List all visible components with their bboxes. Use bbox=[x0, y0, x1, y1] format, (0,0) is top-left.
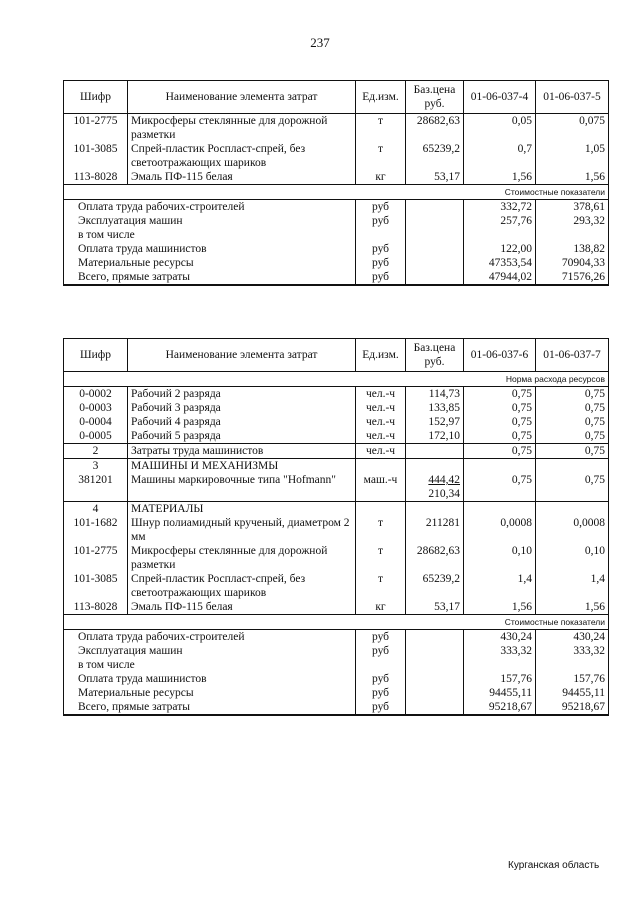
summary-value: 333,32 bbox=[464, 644, 536, 658]
summary-unit: руб bbox=[356, 630, 406, 645]
summary-value: 95218,67 bbox=[536, 700, 609, 715]
summary-unit: руб bbox=[356, 700, 406, 715]
summary-value: 138,82 bbox=[536, 242, 609, 256]
summary-label: Эксплуатация машин bbox=[64, 644, 356, 658]
section-row bbox=[64, 459, 609, 474]
subheader-label: Норма расхода ресурсов bbox=[64, 372, 609, 387]
unit-cell: кг bbox=[356, 600, 406, 615]
name-cell: Микросферы стеклянные для дорожной разметки bbox=[128, 544, 356, 572]
value-cell: 1,56 bbox=[536, 600, 609, 615]
summary-label: Оплата труда машинистов bbox=[64, 672, 356, 686]
unit-cell bbox=[356, 459, 406, 474]
unit-cell: т bbox=[356, 142, 406, 170]
code-cell: 113-8028 bbox=[64, 600, 128, 615]
name-cell: Шнур полиамидный крученый, диаметром 2 мм bbox=[128, 516, 356, 544]
header-code: Шифр bbox=[64, 339, 128, 372]
value-cell: 0,10 bbox=[464, 544, 536, 572]
value-cell: 0,75 bbox=[464, 444, 536, 459]
table-row bbox=[64, 429, 609, 444]
summary-unit: руб bbox=[356, 672, 406, 686]
page-number: 237 bbox=[310, 35, 330, 50]
summary-row bbox=[64, 672, 609, 686]
summary-value: 378,61 bbox=[536, 200, 609, 215]
subheader-label: Стоимостные показатели bbox=[64, 185, 609, 200]
table-row bbox=[64, 544, 609, 572]
summary-label: в том числе bbox=[64, 228, 356, 242]
value-cell: 0,0008 bbox=[536, 516, 609, 544]
summary-empty bbox=[406, 672, 464, 686]
header-col-b: 01-06-037-5 bbox=[536, 81, 609, 114]
name-cell: Машины маркировочные типа "Hofmann" bbox=[128, 473, 356, 502]
summary-row bbox=[64, 700, 609, 715]
summary-value bbox=[536, 228, 609, 242]
price-cell bbox=[406, 473, 464, 502]
summary-row bbox=[64, 242, 609, 256]
summary-value: 293,32 bbox=[536, 214, 609, 228]
code-cell: 101-1682 bbox=[64, 516, 128, 544]
summary-value: 157,76 bbox=[536, 672, 609, 686]
unit-cell: чел.-ч bbox=[356, 387, 406, 402]
subheader-row bbox=[64, 615, 609, 630]
table-row bbox=[64, 415, 609, 429]
summary-value: 332,72 bbox=[464, 200, 536, 215]
summary-value: 333,32 bbox=[536, 644, 609, 658]
name-cell: Спрей-пластик Роспласт-спрей, без светоотражающих шариков bbox=[128, 572, 356, 600]
header-col-a: 01-06-037-6 bbox=[464, 339, 536, 372]
summary-unit: руб bbox=[356, 200, 406, 215]
section-name: Затраты труда машинистов bbox=[128, 444, 356, 459]
value-cell: 1,4 bbox=[464, 572, 536, 600]
value-cell bbox=[536, 459, 609, 474]
header-unit: Ед.изм. bbox=[356, 81, 406, 114]
summary-value: 122,00 bbox=[464, 242, 536, 256]
code-cell: 101-2775 bbox=[64, 544, 128, 572]
value-cell: 0,75 bbox=[536, 473, 609, 502]
code-cell: 0-0002 bbox=[64, 387, 128, 402]
table-row bbox=[64, 572, 609, 600]
code-cell: 113-8028 bbox=[64, 170, 128, 185]
code-cell: 0-0004 bbox=[64, 415, 128, 429]
summary-label: Всего, прямые затраты bbox=[64, 700, 356, 715]
unit-cell: чел.-ч bbox=[356, 444, 406, 459]
header-code: Шифр bbox=[64, 81, 128, 114]
summary-value: 47944,02 bbox=[464, 270, 536, 285]
machine-price: 444,42 bbox=[428, 474, 460, 486]
subheader-row bbox=[64, 372, 609, 387]
value-cell: 1,56 bbox=[464, 600, 536, 615]
value-cell: 0,75 bbox=[464, 401, 536, 415]
name-cell: Рабочий 2 разряда bbox=[128, 387, 356, 402]
summary-empty bbox=[406, 228, 464, 242]
subheader-label: Стоимостные показатели bbox=[64, 615, 609, 630]
summary-label: Материальные ресурсы bbox=[64, 256, 356, 270]
summary-empty bbox=[406, 256, 464, 270]
price-cell: 172,10 bbox=[406, 429, 464, 444]
unit-cell: т bbox=[356, 114, 406, 143]
summary-unit bbox=[356, 658, 406, 672]
unit-cell bbox=[356, 502, 406, 517]
section-code: 4 bbox=[64, 502, 128, 517]
summary-value: 94455,11 bbox=[536, 686, 609, 700]
summary-label: Оплата труда машинистов bbox=[64, 242, 356, 256]
name-cell: Микросферы стеклянные для дорожной разметки bbox=[128, 114, 356, 143]
price-cell: 152,97 bbox=[406, 415, 464, 429]
name-cell: Рабочий 5 разряда bbox=[128, 429, 356, 444]
summary-value: 95218,67 bbox=[464, 700, 536, 715]
summary-empty bbox=[406, 200, 464, 215]
summary-empty bbox=[406, 700, 464, 715]
summary-row bbox=[64, 658, 609, 672]
price-cell bbox=[406, 459, 464, 474]
summary-value: 157,76 bbox=[464, 672, 536, 686]
summary-row bbox=[64, 630, 609, 645]
header-name: Наименование элемента затрат bbox=[128, 81, 356, 114]
summary-value bbox=[464, 658, 536, 672]
unit-cell: чел.-ч bbox=[356, 401, 406, 415]
summary-label: Оплата труда рабочих-строителей bbox=[64, 200, 356, 215]
summary-label: Оплата труда рабочих-строителей bbox=[64, 630, 356, 645]
summary-row bbox=[64, 256, 609, 270]
name-cell: Рабочий 4 разряда bbox=[128, 415, 356, 429]
summary-row bbox=[64, 686, 609, 700]
header-price: Баз.цена руб. bbox=[406, 81, 464, 114]
summary-empty bbox=[406, 242, 464, 256]
summary-value bbox=[536, 658, 609, 672]
resource-table-1 bbox=[63, 80, 609, 286]
price-cell: 133,85 bbox=[406, 401, 464, 415]
summary-value: 94455,11 bbox=[464, 686, 536, 700]
summary-label: Эксплуатация машин bbox=[64, 214, 356, 228]
price-cell: 53,17 bbox=[406, 600, 464, 615]
price-cell: 28682,63 bbox=[406, 544, 464, 572]
summary-row bbox=[64, 200, 609, 215]
value-cell: 1,56 bbox=[536, 170, 609, 185]
value-cell: 1,4 bbox=[536, 572, 609, 600]
unit-cell: т bbox=[356, 544, 406, 572]
value-cell: 0,75 bbox=[464, 429, 536, 444]
price-cell: 65239,2 bbox=[406, 572, 464, 600]
value-cell: 0,0008 bbox=[464, 516, 536, 544]
table-header-row bbox=[64, 81, 609, 114]
code-cell: 0-0005 bbox=[64, 429, 128, 444]
summary-row bbox=[64, 214, 609, 228]
name-cell: Эмаль ПФ-115 белая bbox=[128, 600, 356, 615]
table-row bbox=[64, 516, 609, 544]
section-row bbox=[64, 502, 609, 517]
unit-cell: т bbox=[356, 516, 406, 544]
unit-cell: чел.-ч bbox=[356, 415, 406, 429]
summary-unit bbox=[356, 228, 406, 242]
price-cell: 114,73 bbox=[406, 387, 464, 402]
code-cell: 101-3085 bbox=[64, 572, 128, 600]
section-name: МАТЕРИАЛЫ bbox=[128, 502, 356, 517]
price-cell: 65239,2 bbox=[406, 142, 464, 170]
value-cell: 0,75 bbox=[464, 387, 536, 402]
value-cell: 0,75 bbox=[536, 429, 609, 444]
name-cell: Эмаль ПФ-115 белая bbox=[128, 170, 356, 185]
summary-unit: руб bbox=[356, 270, 406, 285]
price-cell: 53,17 bbox=[406, 170, 464, 185]
table-row bbox=[64, 170, 609, 185]
summary-row bbox=[64, 228, 609, 242]
header-price: Баз.цена руб. bbox=[406, 339, 464, 372]
table-row bbox=[64, 114, 609, 143]
value-cell: 0,7 bbox=[464, 142, 536, 170]
summary-unit: руб bbox=[356, 644, 406, 658]
table-row bbox=[64, 142, 609, 170]
value-cell: 0,75 bbox=[464, 473, 536, 502]
name-cell: Спрей-пластик Роспласт-спрей, без светоотражающих шариков bbox=[128, 142, 356, 170]
value-cell: 1,05 bbox=[536, 142, 609, 170]
summary-label: Материальные ресурсы bbox=[64, 686, 356, 700]
summary-unit: руб bbox=[356, 214, 406, 228]
summary-unit: руб bbox=[356, 256, 406, 270]
summary-empty bbox=[406, 644, 464, 658]
header-name: Наименование элемента затрат bbox=[128, 339, 356, 372]
summary-empty bbox=[406, 630, 464, 645]
code-cell: 381201 bbox=[64, 473, 128, 502]
table-row bbox=[64, 387, 609, 402]
value-cell: 0,75 bbox=[536, 387, 609, 402]
price-cell bbox=[406, 502, 464, 517]
value-cell: 0,75 bbox=[536, 401, 609, 415]
header-unit: Ед.изм. bbox=[356, 339, 406, 372]
name-cell: Рабочий 3 разряда bbox=[128, 401, 356, 415]
value-cell bbox=[464, 502, 536, 517]
summary-value: 430,24 bbox=[464, 630, 536, 645]
unit-cell: маш.-ч bbox=[356, 473, 406, 502]
value-cell: 1,56 bbox=[464, 170, 536, 185]
header-col-b: 01-06-037-7 bbox=[536, 339, 609, 372]
summary-label: в том числе bbox=[64, 658, 356, 672]
unit-cell: т bbox=[356, 572, 406, 600]
value-cell bbox=[536, 502, 609, 517]
value-cell: 0,10 bbox=[536, 544, 609, 572]
summary-empty bbox=[406, 270, 464, 285]
value-cell: 0,075 bbox=[536, 114, 609, 143]
region-footer: Курганская область bbox=[508, 860, 600, 871]
summary-empty bbox=[406, 686, 464, 700]
summary-empty bbox=[406, 658, 464, 672]
subheader-row bbox=[64, 185, 609, 200]
summary-label: Всего, прямые затраты bbox=[64, 270, 356, 285]
section-row bbox=[64, 444, 609, 459]
price-cell: 211281 bbox=[406, 516, 464, 544]
summary-unit: руб bbox=[356, 242, 406, 256]
unit-cell: чел.-ч bbox=[356, 429, 406, 444]
table-row bbox=[64, 600, 609, 615]
summary-value: 257,76 bbox=[464, 214, 536, 228]
summary-value: 70904,33 bbox=[536, 256, 609, 270]
summary-unit: руб bbox=[356, 686, 406, 700]
summary-value: 71576,26 bbox=[536, 270, 609, 285]
resource-table-2 bbox=[63, 338, 609, 716]
summary-row bbox=[64, 270, 609, 285]
table-header-row bbox=[64, 339, 609, 372]
value-cell bbox=[464, 459, 536, 474]
section-code: 3 bbox=[64, 459, 128, 474]
table-row bbox=[64, 473, 609, 502]
code-cell: 0-0003 bbox=[64, 401, 128, 415]
summary-empty bbox=[406, 214, 464, 228]
summary-value: 47353,54 bbox=[464, 256, 536, 270]
code-cell: 101-2775 bbox=[64, 114, 128, 143]
summary-row bbox=[64, 644, 609, 658]
value-cell: 0,75 bbox=[536, 444, 609, 459]
price-cell: 28682,63 bbox=[406, 114, 464, 143]
value-cell: 0,75 bbox=[464, 415, 536, 429]
value-cell: 0,75 bbox=[536, 415, 609, 429]
value-cell: 0,05 bbox=[464, 114, 536, 143]
table-row bbox=[64, 401, 609, 415]
unit-cell: кг bbox=[356, 170, 406, 185]
price-cell bbox=[406, 444, 464, 459]
summary-value bbox=[464, 228, 536, 242]
section-name: МАШИНЫ И МЕХАНИЗМЫ bbox=[128, 459, 356, 474]
header-col-a: 01-06-037-4 bbox=[464, 81, 536, 114]
section-code: 2 bbox=[64, 444, 128, 459]
code-cell: 101-3085 bbox=[64, 142, 128, 170]
machine-price-labor: 210,34 bbox=[428, 488, 460, 500]
summary-value: 430,24 bbox=[536, 630, 609, 645]
